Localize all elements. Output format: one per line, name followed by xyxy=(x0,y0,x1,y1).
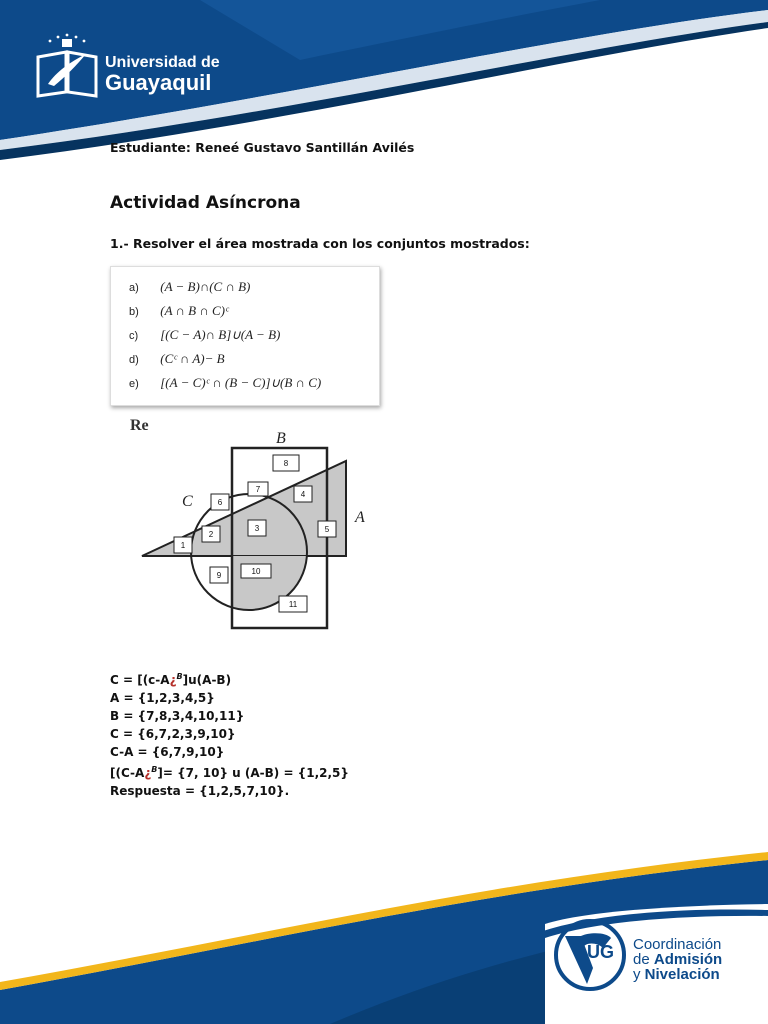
exercise-letter: a) xyxy=(129,282,139,294)
coordination-line3: y Nivelación xyxy=(633,966,720,983)
region-label-9: 9 xyxy=(216,571,222,580)
exercise-letter: b) xyxy=(129,306,139,318)
page-title: Actividad Asíncrona xyxy=(110,193,301,213)
region-label-10: 10 xyxy=(251,567,261,576)
work-line-c-minus-a: C-A = {6,7,9,10} xyxy=(110,745,225,759)
university-name-line2: Guayaquil xyxy=(105,70,212,95)
exercise-formula: (A − B)∩(C ∩ B) xyxy=(160,279,251,294)
exercise-item xyxy=(129,279,250,295)
exercise-item xyxy=(129,327,280,343)
exercise-item xyxy=(129,375,321,391)
region-label-1: 1 xyxy=(180,541,186,550)
university-name-line1: Universidad de xyxy=(105,54,220,71)
region-label-5: 5 xyxy=(324,525,330,534)
work-line-intersection: [(C-A¿$^B$]= {7, 10} u (A-B) = {1,2,5} xyxy=(110,765,349,780)
exercise-formula: [(C − A)∩ B]∪(A − B) xyxy=(160,327,281,342)
exercise-list xyxy=(110,266,380,406)
exercise-formula: (Cᶜ ∩ A)− B xyxy=(160,351,225,366)
venn-diagram xyxy=(118,410,388,635)
set-a-triangle xyxy=(142,461,346,556)
coordination-line2: de Admisión xyxy=(633,951,723,968)
svg-text:UG: UG xyxy=(587,942,614,962)
exercise-formula: (A ∩ B ∩ C)ᶜ xyxy=(160,303,229,318)
exercise-letter: c) xyxy=(129,330,139,342)
region-label-7: 7 xyxy=(255,485,261,494)
exercise-item xyxy=(129,351,225,367)
work-line-set-b: B = {7,8,3,4,10,11} xyxy=(110,709,245,723)
solution-work xyxy=(110,668,349,800)
set-b-label: B xyxy=(276,430,286,447)
work-line-set-c: C = {6,7,2,3,9,10} xyxy=(110,727,236,741)
instruction-text: 1.- Resolver el área mostrada con los conjuntos mostrados: xyxy=(110,236,530,251)
region-label-8: 8 xyxy=(283,459,289,468)
region-label-4: 4 xyxy=(300,490,306,499)
region-label-2: 2 xyxy=(208,530,214,539)
work-line-answer: Respuesta = {1,2,5,7,10}. xyxy=(110,784,290,798)
region-label-3: 3 xyxy=(254,524,260,533)
work-line-set-a: A = {1,2,3,4,5} xyxy=(110,691,215,705)
exercise-formula: [(A − C)ᶜ ∩ (B − C)]∪(B ∩ C) xyxy=(160,375,322,390)
coordination-logo-text xyxy=(633,937,722,982)
student-name: Estudiante: Reneé Gustavo Santillán Avilés xyxy=(110,140,415,155)
exercise-letter: e) xyxy=(129,378,139,390)
coordination-line1: Coordinación xyxy=(633,936,722,953)
exercise-item xyxy=(129,303,228,319)
region-label-11: 11 xyxy=(288,600,298,609)
ug-badge-icon xyxy=(553,918,628,993)
region-label-6: 6 xyxy=(217,498,223,507)
set-c-label: C xyxy=(182,493,193,510)
exercise-letter: d) xyxy=(129,354,139,366)
set-a-label: A xyxy=(355,509,365,526)
re-label: Re xyxy=(130,417,149,434)
work-line-expression: C = [(c-A¿$^B$]u(A-B) xyxy=(110,672,232,687)
